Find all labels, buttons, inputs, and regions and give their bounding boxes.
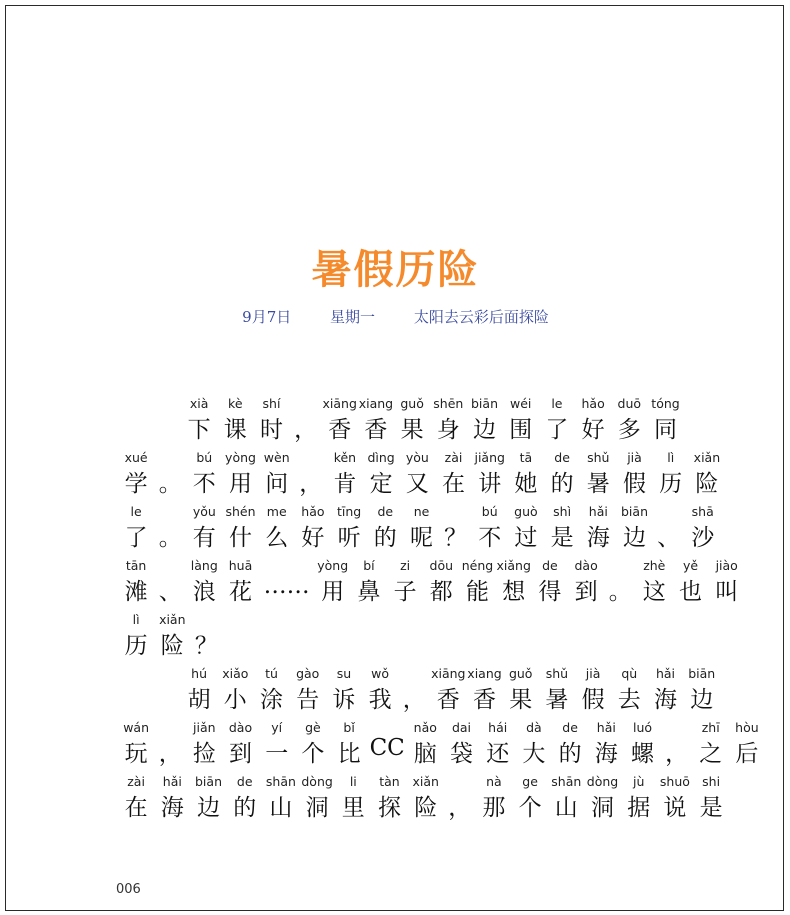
hanzi: 。 <box>158 525 182 551</box>
hanzi: 在 <box>124 795 148 821</box>
hanzi: 用 <box>321 579 345 605</box>
page-number: 006 <box>116 882 141 897</box>
pinyin: shān <box>265 774 296 789</box>
page-title: 暑假历险 <box>311 247 480 293</box>
hanzi: 小 <box>223 687 247 713</box>
hanzi: 海 <box>160 795 184 821</box>
pinyin: yí <box>271 720 283 735</box>
pinyin: yě <box>682 558 699 573</box>
hanzi: 子 <box>393 579 417 605</box>
hanzi: 暑 <box>586 471 610 497</box>
pinyin: shǔ <box>587 450 610 465</box>
hanzi: 不 <box>478 525 502 551</box>
hanzi: 浪 <box>192 579 216 605</box>
pinyin: gè <box>305 720 321 735</box>
pinyin: lì <box>132 612 140 627</box>
pinyin: jià <box>585 666 601 681</box>
pinyin: luó <box>632 720 653 735</box>
hanzi: 了 <box>545 417 569 443</box>
hanzi: 一 <box>265 741 289 767</box>
hanzi: 袋 <box>449 741 473 767</box>
pinyin: xiāng <box>431 666 466 681</box>
hanzi: 那 <box>482 795 506 821</box>
hanzi: 用 <box>228 471 252 497</box>
pinyin: xiāng <box>322 396 357 411</box>
pinyin: dìng <box>367 450 395 465</box>
hanzi: 到 <box>228 741 252 767</box>
pinyin: zhī <box>701 720 720 735</box>
pinyin: yòng <box>317 558 349 573</box>
pinyin: xiang <box>467 666 502 681</box>
pinyin: hǎo <box>581 396 605 411</box>
hanzi: 脑 <box>413 741 437 767</box>
pinyin: dào <box>228 720 253 735</box>
pinyin: nǎo <box>413 720 437 735</box>
pinyin: wèn <box>263 450 290 465</box>
hanzi: 鼻 <box>357 579 381 605</box>
hanzi: 在 <box>441 471 465 497</box>
pinyin: zài <box>444 450 463 465</box>
hanzi: 个 <box>518 795 542 821</box>
pinyin: hǎi <box>596 720 616 735</box>
hanzi: 山 <box>269 795 293 821</box>
hanzi: 香 <box>364 417 388 443</box>
pinyin: hǎi <box>162 774 182 789</box>
pinyin: shén <box>225 504 256 519</box>
pinyin: shi <box>702 774 721 789</box>
hanzi: 不 <box>192 471 216 497</box>
pinyin: su <box>336 666 352 681</box>
hanzi: 同 <box>653 417 677 443</box>
hanzi: 的 <box>233 795 257 821</box>
hanzi: 花 <box>228 579 252 605</box>
hanzi: 边 <box>196 795 220 821</box>
pinyin: guò <box>514 504 538 519</box>
pinyin: huā <box>228 558 253 573</box>
pinyin: shì <box>553 504 572 519</box>
pinyin: dà <box>526 720 542 735</box>
hanzi: 下 <box>187 417 211 443</box>
pinyin: gào <box>296 666 320 681</box>
pinyin: shǔ <box>545 666 569 681</box>
pinyin: bú <box>196 450 213 465</box>
pinyin: xué <box>124 450 148 465</box>
hanzi: 洞 <box>305 795 329 821</box>
hanzi: 定 <box>369 471 393 497</box>
pinyin: tīng <box>336 504 362 519</box>
hanzi: 洞 <box>590 795 614 821</box>
pinyin: yòng <box>225 450 256 465</box>
hanzi: 呢 <box>409 525 433 551</box>
pinyin: guǒ <box>508 666 533 681</box>
hanzi: ， <box>402 687 426 713</box>
hanzi: 险 <box>160 633 184 659</box>
pinyin: dòng <box>301 774 333 789</box>
pinyin: xiǎn <box>159 612 186 627</box>
pinyin: le <box>551 396 563 411</box>
pinyin: xiǎng <box>496 558 531 573</box>
text-line <box>6 558 785 612</box>
hanzi: 都 <box>429 579 453 605</box>
pinyin: xiǎn <box>693 450 721 465</box>
pinyin: hǎo <box>301 504 325 519</box>
hanzi: 好 <box>581 417 605 443</box>
hanzi: 去 <box>617 687 641 713</box>
hanzi: 涂 <box>259 687 283 713</box>
hanzi: 后 <box>735 741 759 767</box>
hanzi: 什 <box>228 525 252 551</box>
pinyin: li <box>349 774 357 789</box>
pinyin: nà <box>486 774 502 789</box>
hanzi: 课 <box>223 417 247 443</box>
pinyin: lì <box>667 450 675 465</box>
pinyin: shā <box>691 504 714 519</box>
pinyin: de <box>542 558 558 573</box>
hanzi: 个 <box>301 741 325 767</box>
hanzi: 听 <box>337 525 361 551</box>
pinyin: tā <box>519 450 533 465</box>
pinyin: xiang <box>358 396 394 411</box>
pinyin: de <box>377 504 394 519</box>
pinyin: jiǎn <box>193 720 216 735</box>
hanzi: 、 <box>158 579 182 605</box>
hanzi: 边 <box>622 525 646 551</box>
hanzi: 诉 <box>332 687 356 713</box>
pinyin: làng <box>190 558 218 573</box>
pinyin: de <box>554 450 570 465</box>
hanzi: 时 <box>259 417 283 443</box>
hanzi: 大 <box>522 741 546 767</box>
pinyin: guǒ <box>400 396 424 411</box>
hanzi: 身 <box>436 417 460 443</box>
hanzi: 围 <box>509 417 533 443</box>
pinyin: hòu <box>735 720 759 735</box>
pinyin: xià <box>189 396 209 411</box>
hanzi: 多 <box>617 417 641 443</box>
pinyin: dōu <box>429 558 454 573</box>
hanzi: 之 <box>699 741 723 767</box>
hanzi: 果 <box>400 417 424 443</box>
hanzi: 说 <box>663 795 687 821</box>
hanzi: 香 <box>472 687 496 713</box>
pinyin: hái <box>488 720 508 735</box>
hanzi: 香 <box>436 687 460 713</box>
hanzi: 海 <box>586 525 610 551</box>
pinyin: hú <box>191 666 208 681</box>
hanzi: ， <box>665 741 689 767</box>
hanzi: 了 <box>124 525 148 551</box>
story-text <box>6 6 785 912</box>
hanzi: 能 <box>465 579 489 605</box>
hanzi: …… <box>263 573 310 599</box>
hanzi: 又 <box>405 471 429 497</box>
dateline-weekday: 星期一 <box>330 308 376 326</box>
hanzi: 胡 <box>187 687 211 713</box>
hanzi: 据 <box>627 795 651 821</box>
hanzi: 里 <box>341 795 365 821</box>
text-line <box>6 396 785 450</box>
hanzi: ？ <box>194 633 218 659</box>
pinyin: dào <box>574 558 598 573</box>
text-line <box>6 450 785 504</box>
hanzi: 到 <box>574 579 598 605</box>
pinyin: kè <box>228 396 243 411</box>
pinyin: wán <box>123 720 150 735</box>
hanzi: 过 <box>514 525 538 551</box>
pinyin: jiǎng <box>474 450 505 465</box>
pinyin: biān <box>195 774 222 789</box>
pinyin: biān <box>688 666 716 681</box>
hanzi: 还 <box>486 741 510 767</box>
hanzi: 是 <box>699 795 723 821</box>
hanzi: 得 <box>538 579 562 605</box>
dateline-weather: 太阳去云彩后面探险 <box>413 308 549 326</box>
pinyin: duō <box>617 396 642 411</box>
hanzi: ？ <box>444 525 468 551</box>
pinyin: tóng <box>651 396 680 411</box>
pinyin: bǐ <box>343 720 355 735</box>
pinyin: wǒ <box>371 666 390 681</box>
hanzi: 么 <box>265 525 289 551</box>
hanzi: ， <box>294 417 318 443</box>
hanzi: 探 <box>377 795 401 821</box>
hanzi: 香 <box>328 417 352 443</box>
text-line <box>6 504 785 558</box>
book-page <box>5 5 784 911</box>
pinyin: xiǎo <box>222 666 249 681</box>
hanzi: 海 <box>594 741 618 767</box>
hanzi: 她 <box>514 471 538 497</box>
pinyin: yǒu <box>192 504 216 519</box>
hanzi: ， <box>299 471 323 497</box>
hanzi: CC <box>369 735 405 761</box>
hanzi: 历 <box>124 633 148 659</box>
pinyin: bí <box>363 558 375 573</box>
text-line <box>6 774 785 828</box>
hanzi: 山 <box>554 795 578 821</box>
pinyin: néng <box>461 558 494 573</box>
pinyin: hǎi <box>588 504 608 519</box>
hanzi: 问 <box>265 471 289 497</box>
pinyin: hǎi <box>655 666 676 681</box>
hanzi: 险 <box>414 795 438 821</box>
hanzi: ， <box>448 795 472 821</box>
text-line <box>6 666 785 720</box>
hanzi: 假 <box>622 471 646 497</box>
pinyin: zi <box>400 558 411 573</box>
pinyin: le <box>130 504 142 519</box>
hanzi: 有 <box>192 525 216 551</box>
hanzi: 的 <box>550 471 574 497</box>
hanzi: 肯 <box>333 471 357 497</box>
hanzi: 果 <box>509 687 533 713</box>
hanzi: 滩 <box>124 579 148 605</box>
pinyin: ge <box>522 774 538 789</box>
pinyin: de <box>236 774 253 789</box>
pinyin: me <box>266 504 287 519</box>
hanzi: 这 <box>642 579 666 605</box>
hanzi: 也 <box>678 579 702 605</box>
hanzi: ， <box>158 741 182 767</box>
pinyin: yòu <box>405 450 429 465</box>
hanzi: 螺 <box>630 741 654 767</box>
pinyin: zài <box>127 774 145 789</box>
pinyin: dòng <box>586 774 619 789</box>
hanzi: 险 <box>695 471 719 497</box>
hanzi: 沙 <box>691 525 715 551</box>
pinyin: shuō <box>659 774 690 789</box>
pinyin: biān <box>621 504 648 519</box>
hanzi: 比 <box>337 741 361 767</box>
pinyin: jù <box>633 774 645 789</box>
pinyin: dai <box>451 720 472 735</box>
hanzi: 暑 <box>545 687 569 713</box>
pinyin: qù <box>621 666 638 681</box>
pinyin: shēn <box>433 396 464 411</box>
hanzi: 叫 <box>715 579 739 605</box>
pinyin: jiào <box>715 558 738 573</box>
hanzi: 的 <box>373 525 397 551</box>
pinyin: ne <box>413 504 430 519</box>
pinyin: shí <box>262 396 281 411</box>
hanzi: 玩 <box>124 741 148 767</box>
hanzi: 历 <box>659 471 683 497</box>
hanzi: 、 <box>657 525 681 551</box>
hanzi: 学 <box>124 471 148 497</box>
pinyin: kěn <box>333 450 357 465</box>
hanzi: 边 <box>472 417 496 443</box>
hanzi: 是 <box>550 525 574 551</box>
hanzi: 的 <box>558 741 582 767</box>
pinyin: jià <box>627 450 642 465</box>
hanzi: 想 <box>502 579 526 605</box>
pinyin: de <box>562 720 578 735</box>
pinyin: bú <box>481 504 498 519</box>
pinyin: xiǎn <box>412 774 439 789</box>
hanzi: 捡 <box>192 741 216 767</box>
hanzi: 我 <box>368 687 392 713</box>
text-line <box>6 720 785 774</box>
pinyin: shān <box>551 774 582 789</box>
hanzi: 边 <box>690 687 714 713</box>
pinyin: tàn <box>379 774 400 789</box>
pinyin: wéi <box>510 396 532 411</box>
hanzi: 假 <box>581 687 605 713</box>
pinyin: zhè <box>643 558 666 573</box>
hanzi: 。 <box>158 471 182 497</box>
hanzi: 讲 <box>478 471 502 497</box>
hanzi: 好 <box>301 525 325 551</box>
hanzi: 。 <box>608 579 632 605</box>
hanzi: 告 <box>296 687 320 713</box>
hanzi: 海 <box>653 687 677 713</box>
pinyin: biān <box>471 396 498 411</box>
pinyin: tú <box>265 666 278 681</box>
dateline-date: 9月7日 <box>242 308 292 326</box>
text-line <box>6 612 785 666</box>
pinyin: tān <box>125 558 147 573</box>
